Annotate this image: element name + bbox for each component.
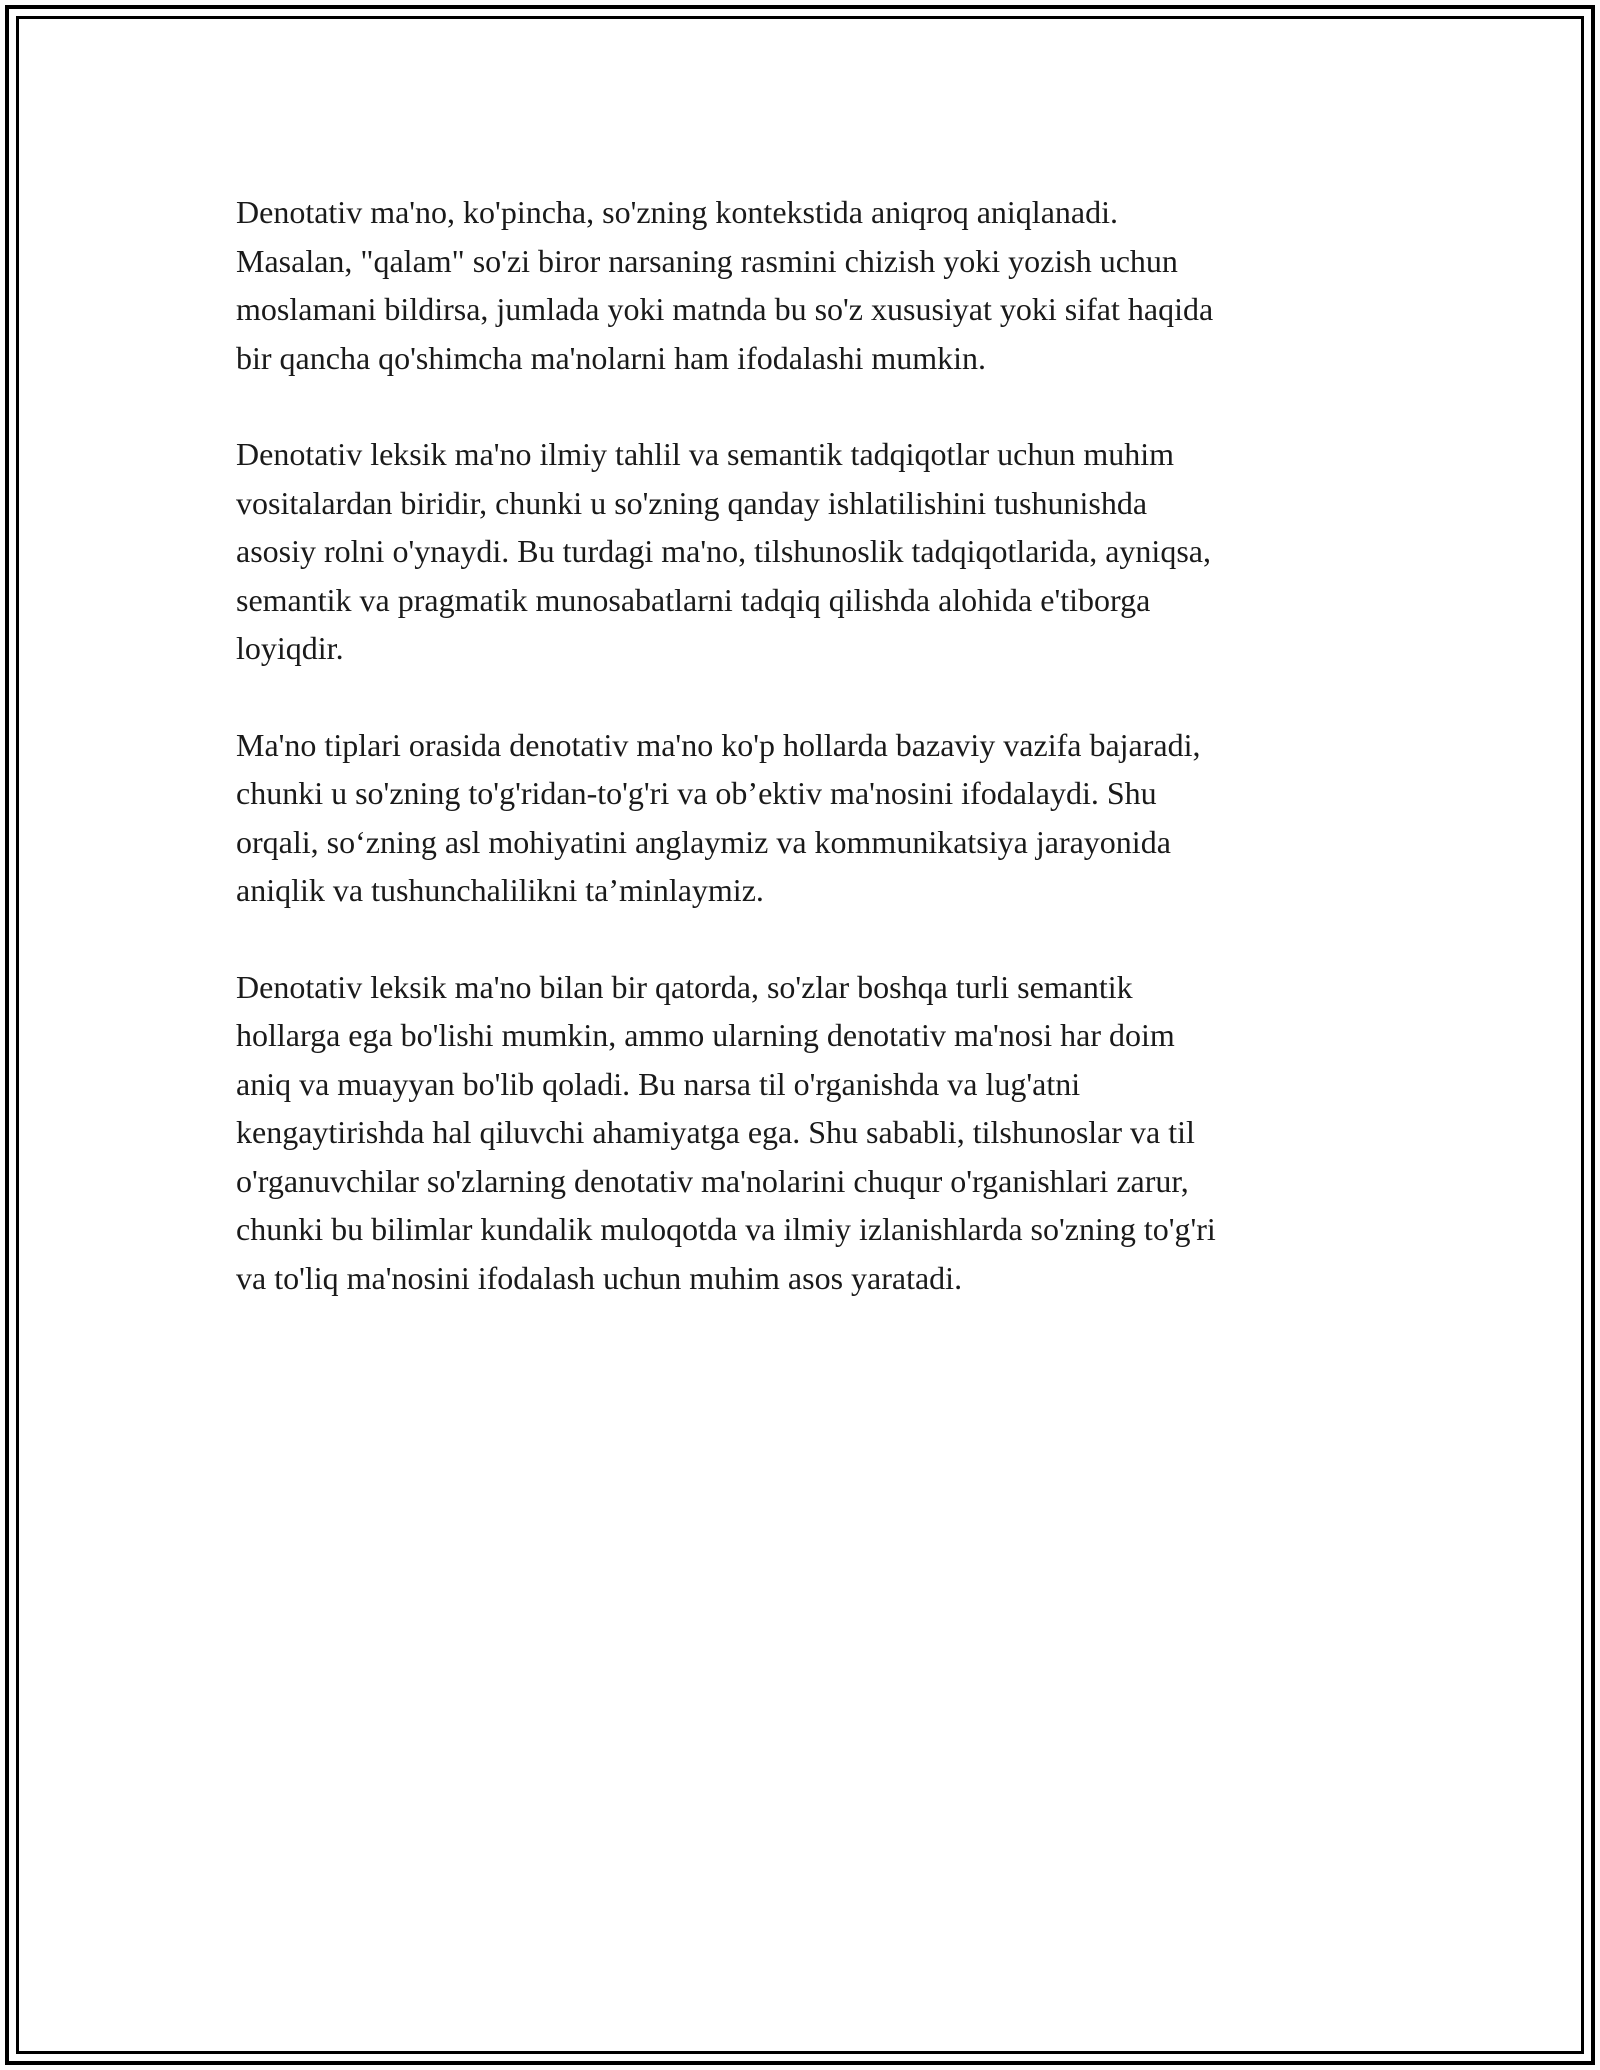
paragraph-4: Denotativ leksik ma'no bilan bir qatorda, so'zlar boshqa turli semantik hollarga ega bo'lishi mumkin, ammo ularning denotativ ma'nosi har doim aniq va muayyan bo'lib qoladi. Bu narsa til o'rganishda va lug'atni kengaytirishda hal qiluvchi ahamiyatga ega. Shu sababli, tilshunoslar va til o'rganuvchilar so'zlarning denotativ ma'nolarini chuqur o'rganishlari zarur, chunki bu bilimlar kundalik muloqotda va ilmiy izlanishlarda so'zning to'g'ri va to'liq ma'nosini ifodalash uchun muhim asos yaratadi. bbox=[236, 968, 1216, 1296]
paragraph-2: Denotativ leksik ma'no ilmiy tahlil va semantik tadqiqotlar uchun muhim vositalardan biridir, chunki u so'zning qanday ishlatilishini tushunishda asosiy rolni o'ynaydi. Bu turdagi ma'no, tilshunoslik tadqiqotlarida, ayniqsa, semantik va pragmatik munosabatlarni tadqiq qilishda alohida e'tiborga loyiqdir. bbox=[236, 436, 1211, 666]
paragraph-3: Ma'no tiplari orasida denotativ ma'no ko'p hollarda bazaviy vazifa bajaradi, chunki u so'zning to'g'ridan-to'g'ri va ob’ektiv ma'nosini ifodalaydi. Shu orqali, so‘zning asl mohiyatini anglaymiz va kommunikatsiya jarayonida aniqlik va tushunchalilikni ta’minlaymiz. bbox=[236, 726, 1201, 908]
document-body bbox=[236, 188, 1364, 1350]
paragraph-1: Denotativ ma'no, ko'pincha, so'zning kontekstida aniqroq aniqlanadi. Masalan, "qalam" so'zi biror narsaning rasmini chizish yoki yozish uchun moslamani bildirsa, jumlada yoki matnda bu so'z xususiyat yoki sifat haqida bir qancha qo'shimcha ma'nolarni ham ifodalashi mumkin. bbox=[236, 194, 1214, 376]
